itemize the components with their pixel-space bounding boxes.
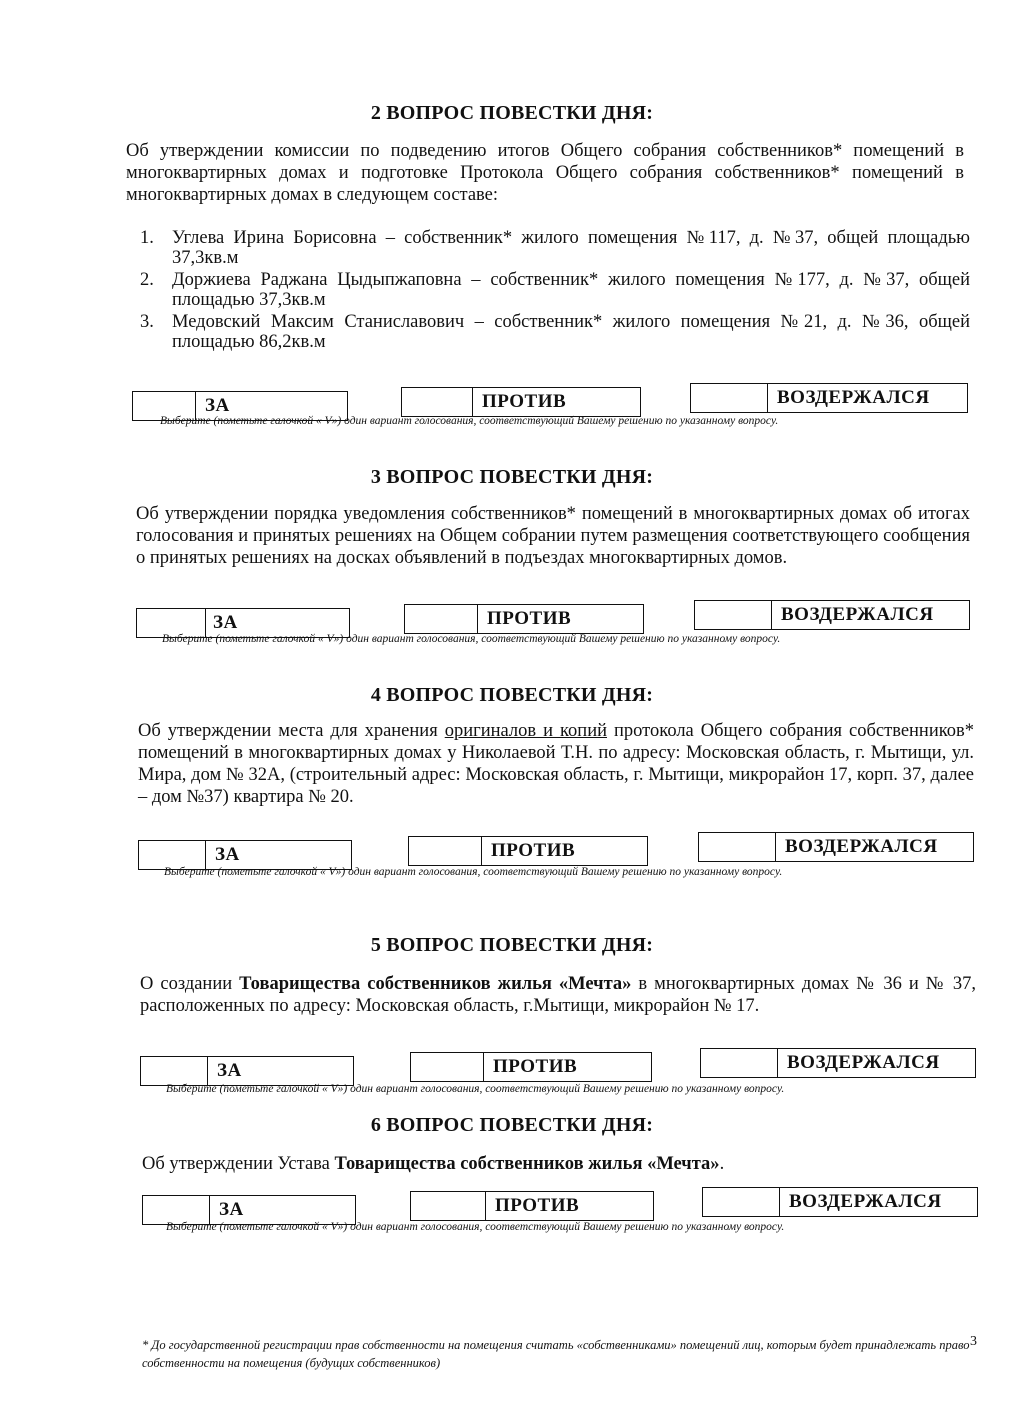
vote-hint: Выберите (пометьте галочкой « V») один вариант голосования, соответствующий Вашему решению по указанному вопросу.	[166, 1221, 785, 1233]
commission-list	[140, 228, 970, 354]
vote-abstain-label: ВОЗДЕРЖАЛСЯ	[789, 1191, 942, 1212]
vote-hint: Выберите (пометьте галочкой « V») один вариант голосования, соответствующий Вашему решению по указанному вопросу.	[160, 415, 779, 427]
section-4-text: Об утверждении места для хранения оригиналов и копий протокола Общего собрания собственников* помещений в многоквартирных домах у Николаевой Т.Н. по адресу: Московская область, г. Мытищи, ул. Мира, дом № 32А, (строительный адрес: Московская область, г. Мытищи, микрорайон 17, корп. 37, далее – дом №37) квартира № 20.	[138, 721, 975, 807]
section-5-heading: 5 ВОПРОС ПОВЕСТКИ ДНЯ:	[370, 934, 654, 956]
list-item-number: 2.	[140, 270, 154, 290]
vote-abstain-checkbox[interactable]	[698, 832, 974, 862]
vote-against-label: ПРОТИВ	[495, 1195, 580, 1216]
vote-hint: Выберите (пометьте галочкой « V») один вариант голосования, соответствующий Вашему решению по указанному вопросу.	[166, 1083, 785, 1095]
list-item-number: 3.	[140, 312, 154, 332]
vote-against-label: ПРОТИВ	[491, 840, 576, 861]
vote-for-label: ЗА	[205, 395, 230, 416]
list-item	[140, 228, 970, 268]
vote-for-label: ЗА	[213, 612, 238, 633]
vote-against-checkbox[interactable]	[401, 387, 641, 417]
list-item-text: Медовский Максим Станиславович – собственник* жилого помещения №21, д. №36, общей площадью 86,2кв.м	[172, 312, 970, 352]
page-number: 3	[970, 1334, 977, 1349]
bold-text: Товарищества собственников жилья «Мечта»	[334, 1154, 720, 1174]
vote-against-checkbox[interactable]	[404, 604, 644, 634]
list-item	[140, 270, 970, 310]
vote-against-label: ПРОТИВ	[493, 1056, 578, 1077]
vote-abstain-label: ВОЗДЕРЖАЛСЯ	[785, 836, 938, 857]
list-item-number: 1.	[140, 228, 154, 248]
section-2-text: Об утверждении комиссии по подведению итогов Общего собрания собственников* помещений в многоквартирных домах и подготовке Протокола Общего собрания собственников* помещений в многоквартирных домах в следующем составе:	[126, 141, 964, 205]
vote-abstain-checkbox[interactable]	[694, 600, 970, 630]
section-6-text: Об утверждении Устава Товарищества собственников жилья «Мечта».	[142, 1154, 725, 1174]
vote-abstain-checkbox[interactable]	[690, 383, 968, 413]
vote-for-label: ЗА	[215, 844, 240, 865]
bold-text: Товарищества собственников жилья «Мечта»	[239, 974, 632, 994]
vote-abstain-label: ВОЗДЕРЖАЛСЯ	[777, 387, 930, 408]
vote-hint: Выберите (пометьте галочкой « V») один вариант голосования, соответствующий Вашему решению по указанному вопросу.	[162, 633, 781, 645]
vote-abstain-checkbox[interactable]	[700, 1048, 976, 1078]
vote-against-label: ПРОТИВ	[482, 391, 567, 412]
list-item-text: Углева Ирина Борисовна – собственник* жилого помещения №117, д. №37, общей площадью 37,3кв.м	[172, 228, 970, 268]
list-item	[140, 312, 970, 352]
section-2-heading: 2 ВОПРОС ПОВЕСТКИ ДНЯ:	[370, 102, 654, 124]
vote-against-checkbox[interactable]	[410, 1191, 654, 1221]
vote-against-checkbox[interactable]	[408, 836, 648, 866]
list-item-text: Доржиева Раджана Цыдыпжаповна – собственник* жилого помещения №177, д. №37, общей площадью 37,3кв.м	[172, 270, 970, 310]
footnote: * До государственной регистрации прав собственности на помещения считать «собственниками» помещений лиц, которым будет принадлежать право собственности на помещения (будущих собственников)	[142, 1338, 970, 1370]
underlined-text: оригиналов и копий	[444, 721, 608, 741]
vote-against-checkbox[interactable]	[410, 1052, 652, 1082]
vote-hint: Выберите (пометьте галочкой « V») один вариант голосования, соответствующий Вашему решению по указанному вопросу.	[164, 866, 783, 878]
vote-abstain-checkbox[interactable]	[702, 1187, 978, 1217]
section-4-heading: 4 ВОПРОС ПОВЕСТКИ ДНЯ:	[370, 684, 654, 706]
section-5-text: О создании Товарищества собственников жилья «Мечта» в многоквартирных домах № 36 и № 37, расположенных по адресу: Московская область, г.Мытищи, микрорайон № 17.	[140, 974, 976, 1016]
vote-for-label: ЗА	[217, 1060, 242, 1081]
vote-for-label: ЗА	[219, 1199, 244, 1220]
section-6-heading: 6 ВОПРОС ПОВЕСТКИ ДНЯ:	[370, 1114, 654, 1136]
vote-for-checkbox[interactable]	[140, 1056, 354, 1086]
vote-abstain-label: ВОЗДЕРЖАЛСЯ	[781, 604, 934, 625]
section-3-text: Об утверждении порядка уведомления собственников* помещений в многоквартирных домах об итогах голосования и принятых решениях на Общем собрании путем размещения соответствующего сообщения о принятых решениях на досках объявлений в подъездах многоквартирных домов.	[136, 504, 970, 568]
section-3-heading: 3 ВОПРОС ПОВЕСТКИ ДНЯ:	[370, 466, 654, 488]
vote-abstain-label: ВОЗДЕРЖАЛСЯ	[787, 1052, 940, 1073]
vote-against-label: ПРОТИВ	[487, 608, 572, 629]
